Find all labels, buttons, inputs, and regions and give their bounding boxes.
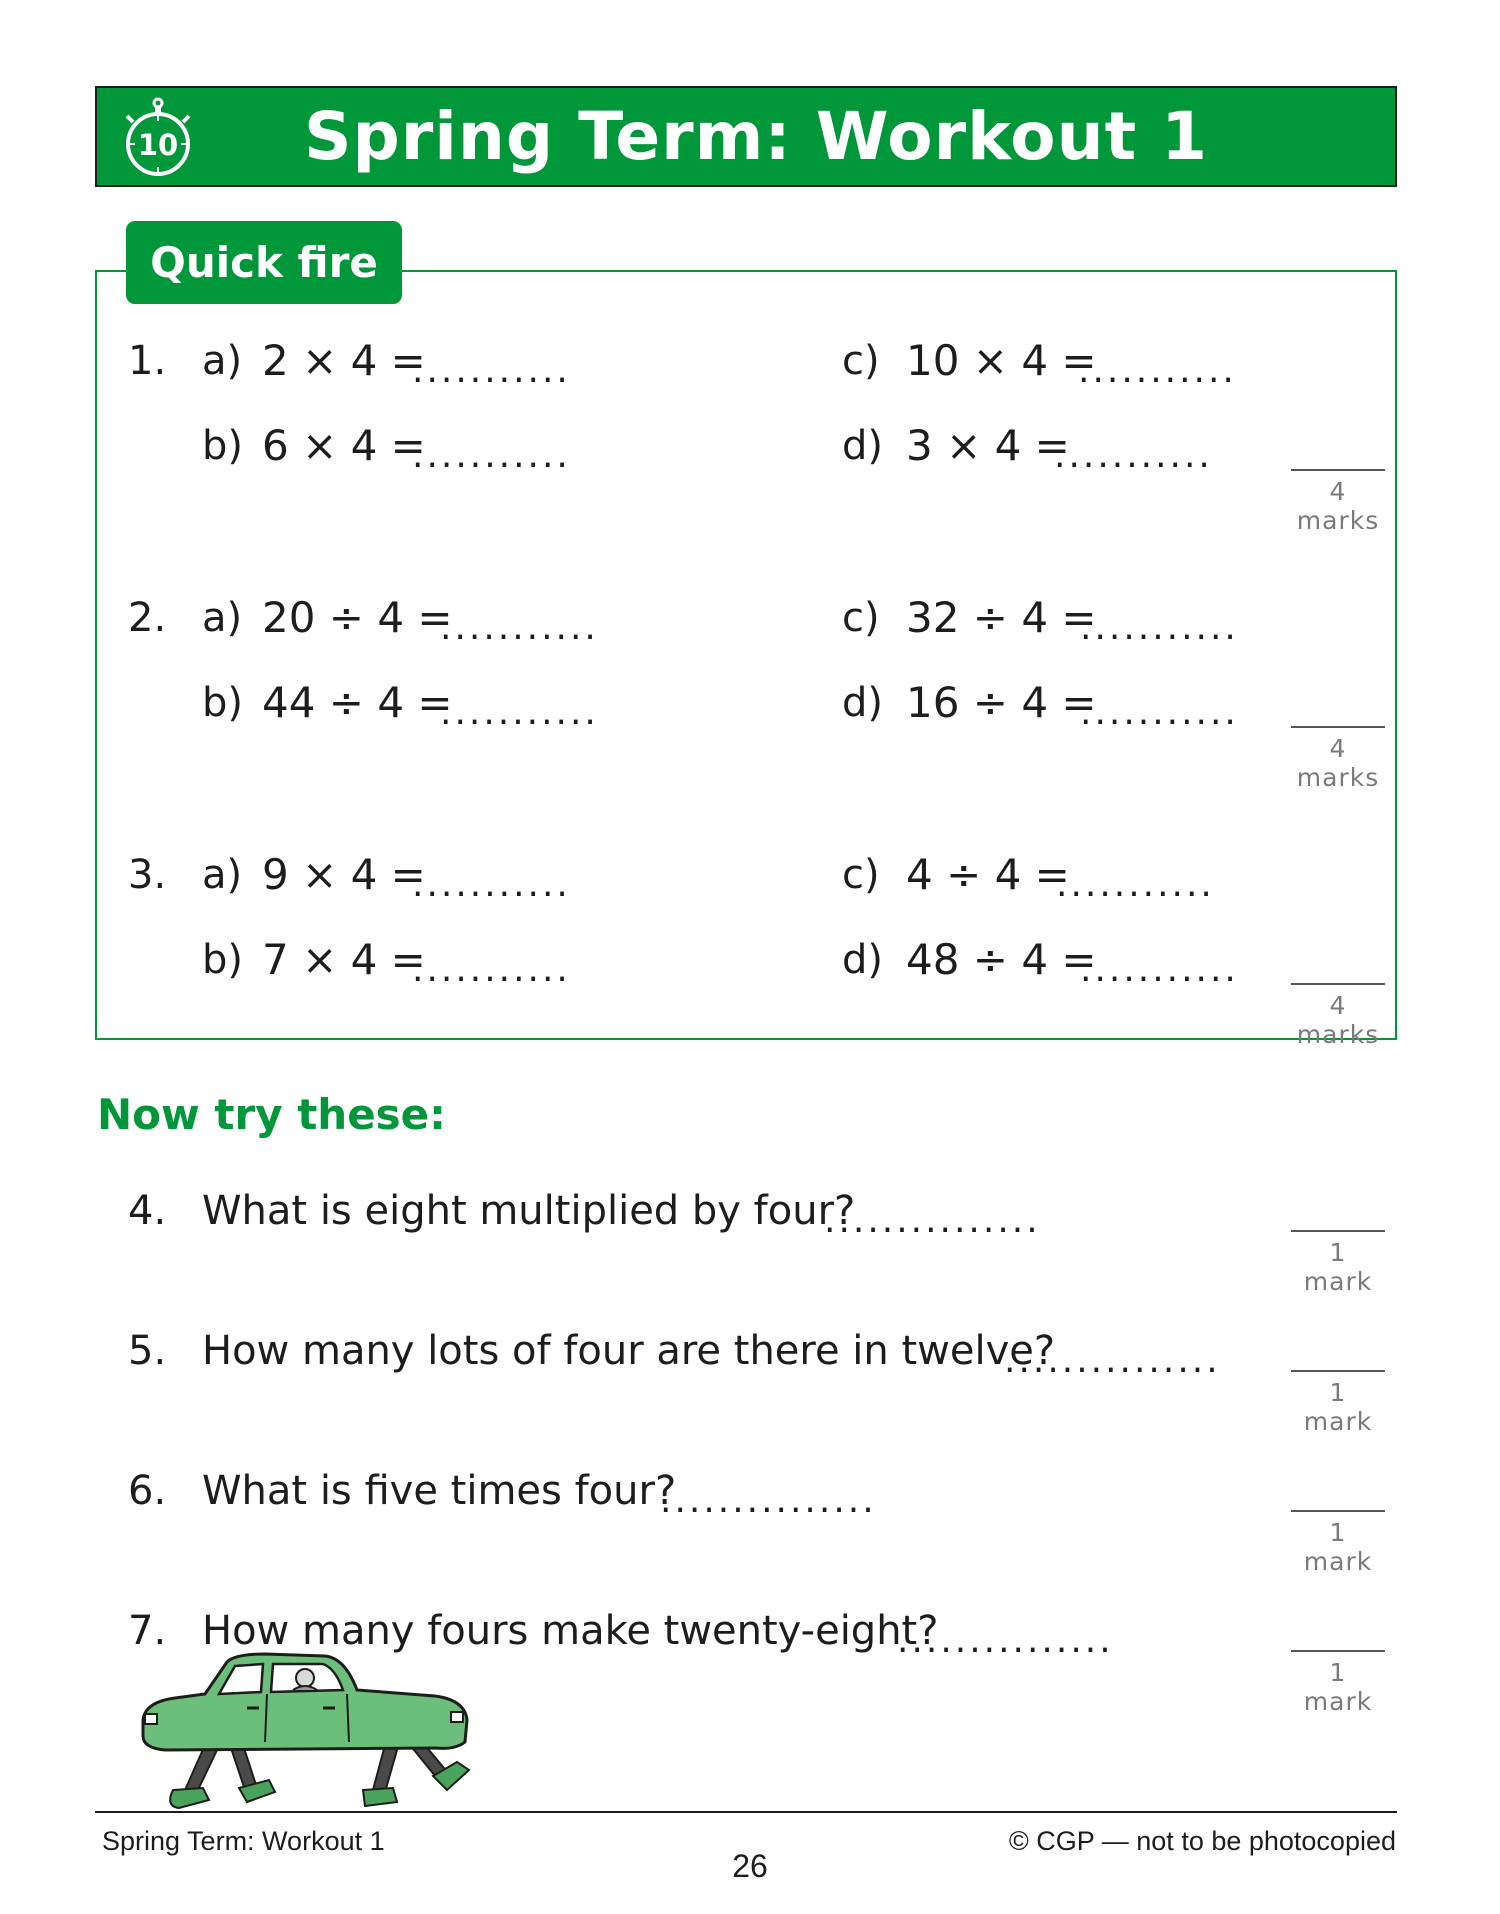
answer-blank[interactable]: ...........	[1080, 949, 1239, 990]
part-label: a)	[202, 595, 243, 641]
expression: 10 × 4 =	[906, 336, 1097, 385]
marks-box: 1 mark	[1291, 1510, 1385, 1576]
expression: 7 × 4 =	[262, 935, 426, 984]
answer-blank[interactable]: ...........	[1080, 607, 1239, 648]
answer-blank[interactable]: ...........	[1078, 350, 1237, 391]
answer-blank[interactable]: ...........	[1054, 435, 1213, 476]
footer-section-title: Spring Term: Workout 1	[102, 1826, 385, 1856]
question-number: 1.	[128, 338, 167, 384]
part-label: d)	[842, 680, 883, 726]
part-label: d)	[842, 937, 883, 983]
expression: 2 × 4 =	[262, 336, 426, 385]
answer-blank[interactable]: ...........	[1080, 692, 1239, 733]
expression: 20 ÷ 4 =	[262, 593, 453, 642]
answer-blank[interactable]: ...........	[412, 350, 571, 391]
question-number: 7.	[128, 1608, 167, 1654]
part-label: c)	[842, 338, 880, 384]
part-label: d)	[842, 423, 883, 469]
part-label: b)	[202, 937, 243, 983]
part-label: a)	[202, 852, 243, 898]
quick-fire-heading: Quick fire	[126, 221, 402, 304]
part-label: a)	[202, 338, 243, 384]
expression: 6 × 4 =	[262, 421, 426, 470]
question-text: How many fours make twenty-eight?	[202, 1608, 939, 1654]
question-number: 5.	[128, 1328, 167, 1374]
answer-blank[interactable]: ...........	[412, 435, 571, 476]
footer-divider	[95, 1811, 1397, 1813]
answer-blank[interactable]: ...............	[897, 1620, 1114, 1661]
question-text: What is five times four?	[202, 1468, 677, 1514]
page-title: Spring Term: Workout 1	[303, 98, 1209, 175]
expression: 48 ÷ 4 =	[906, 935, 1097, 984]
now-try-heading: Now try these:	[97, 1090, 446, 1139]
marks-box: 4 marks	[1291, 469, 1385, 535]
marks-box: 1 mark	[1291, 1370, 1385, 1436]
expression: 9 × 4 =	[262, 850, 426, 899]
part-label: c)	[842, 852, 880, 898]
expression: 3 × 4 =	[906, 421, 1070, 470]
question-number: 6.	[128, 1468, 167, 1514]
answer-blank[interactable]: ...........	[440, 692, 599, 733]
footer-copyright: © CGP — not to be photocopied	[1008, 1826, 1396, 1856]
marks-box: 1 mark	[1291, 1230, 1385, 1296]
question-number: 3.	[128, 852, 167, 898]
page-number: 26	[732, 1848, 768, 1884]
part-label: b)	[202, 680, 243, 726]
answer-blank[interactable]: ...........	[440, 607, 599, 648]
answer-blank[interactable]: ...............	[660, 1480, 877, 1521]
title-banner	[95, 86, 1397, 187]
part-label: b)	[202, 423, 243, 469]
timer-minutes: 10	[137, 128, 179, 162]
answer-blank[interactable]: ...........	[412, 864, 571, 905]
expression: 4 ÷ 4 =	[906, 850, 1070, 899]
question-text: What is eight multiplied by four?	[202, 1188, 856, 1234]
marks-box: 1 mark	[1291, 1650, 1385, 1716]
marks-box: 4 marks	[1291, 983, 1385, 1049]
answer-blank[interactable]: ...............	[824, 1200, 1041, 1241]
part-label: c)	[842, 595, 880, 641]
expression: 44 ÷ 4 =	[262, 678, 453, 727]
walking-car-illustration	[135, 1650, 500, 1820]
question-text: How many lots of four are there in twelve?	[202, 1328, 1056, 1374]
marks-box: 4 marks	[1291, 726, 1385, 792]
expression: 32 ÷ 4 =	[906, 593, 1097, 642]
answer-blank[interactable]: ...........	[1056, 864, 1215, 905]
answer-blank[interactable]: ...............	[1004, 1340, 1221, 1381]
expression: 16 ÷ 4 =	[906, 678, 1097, 727]
question-number: 2.	[128, 595, 167, 641]
question-number: 4.	[128, 1188, 167, 1234]
answer-blank[interactable]: ...........	[412, 949, 571, 990]
